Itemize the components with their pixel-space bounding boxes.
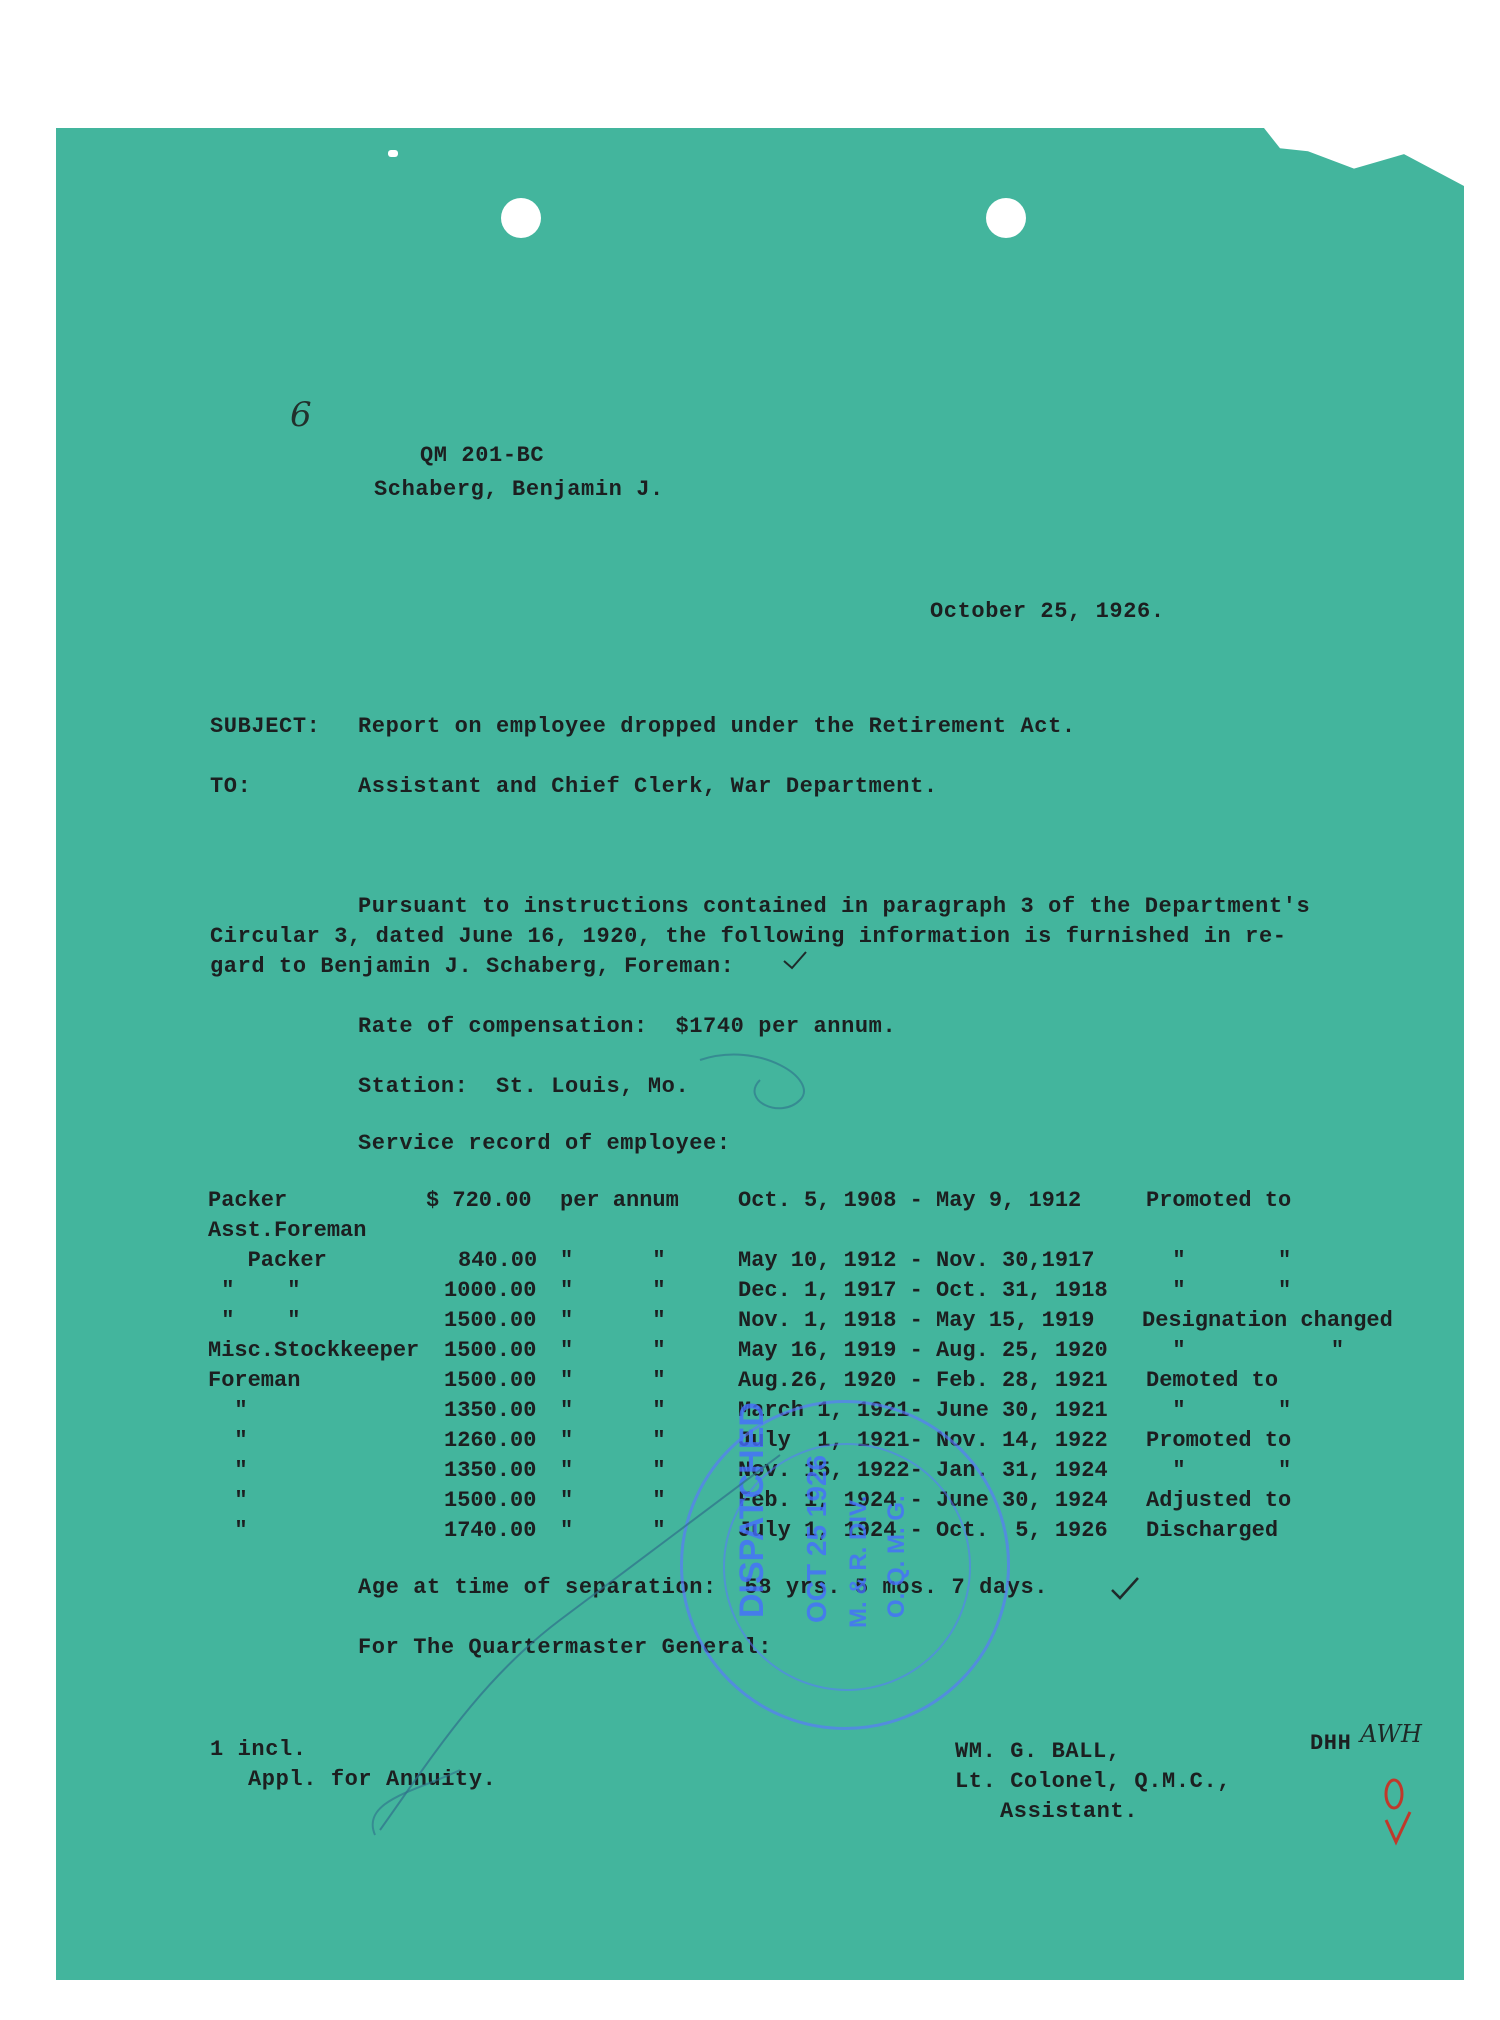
row-period: Dec. 1, 1917 - Oct. 31, 1918 — [738, 1278, 1108, 1303]
row-rate: 1740.00 — [444, 1518, 537, 1543]
row-period: May 10, 1912 - Nov. 30,1917 — [738, 1248, 1095, 1273]
enclosure-count: 1 incl. — [210, 1737, 307, 1762]
row-rate: 1260.00 — [444, 1428, 537, 1453]
checkmark-icon — [1112, 1578, 1138, 1598]
typed-initials: DHH — [1310, 1731, 1352, 1756]
row-rate: 840.00 — [458, 1248, 538, 1273]
row-action: Demoted to — [1146, 1368, 1279, 1393]
stamp-text-division: M. & R. DIV. — [845, 1495, 872, 1628]
row-unit: " " — [560, 1398, 666, 1423]
paragraph-line-2: Circular 3, dated June 16, 1920, the following information is furnished in re- — [210, 924, 1287, 949]
row-period: Feb. 1, 1924 - June 30, 1924 — [738, 1488, 1108, 1513]
row-action: Promoted to — [1146, 1188, 1292, 1213]
row-period: Oct. 5, 1908 - May 9, 1912 — [738, 1188, 1082, 1213]
row-action: " " — [1146, 1248, 1292, 1273]
to-label: TO: — [210, 774, 252, 799]
service-record-header: Service record of employee: — [358, 1131, 731, 1156]
row-title: Misc.Stockkeeper — [208, 1338, 420, 1363]
row-unit: " " — [560, 1518, 666, 1543]
row-action: Promoted to — [1146, 1428, 1292, 1453]
row-action: Discharged — [1146, 1518, 1279, 1543]
stamp-text-office: O. Q. M. G. — [883, 1495, 910, 1618]
red-circle-mark — [1386, 1780, 1402, 1808]
row-title: " — [208, 1398, 248, 1423]
row-period: Nov. 1, 1918 - May 15, 1919 — [738, 1308, 1095, 1333]
row-action: Designation changed — [1142, 1308, 1393, 1333]
checkmark-icon — [784, 952, 806, 968]
station: Station: St. Louis, Mo. — [358, 1074, 690, 1099]
row-rate: 1500.00 — [444, 1338, 537, 1363]
pen-stroke-scribble — [700, 1055, 804, 1109]
paragraph-line-3: gard to Benjamin J. Schaberg, Foreman: — [210, 954, 735, 979]
row-unit: " " — [560, 1428, 666, 1453]
rate-of-compensation: Rate of compensation: $1740 per annum. — [358, 1014, 897, 1039]
row-title: Asst.Foreman — [208, 1218, 367, 1243]
row-period: March 1, 1921- June 30, 1921 — [738, 1398, 1108, 1423]
handwritten-number: 6 — [290, 395, 312, 435]
row-unit: " " — [560, 1248, 666, 1273]
row-title: Packer — [208, 1188, 288, 1213]
row-rate: $ 720.00 — [426, 1188, 532, 1213]
row-rate: 1350.00 — [444, 1398, 537, 1423]
row-period: July 1, 1924 - Oct. 5, 1926 — [738, 1518, 1108, 1543]
row-action: " " — [1146, 1398, 1292, 1423]
row-unit: " " — [560, 1308, 666, 1333]
row-title: Packer — [208, 1248, 327, 1273]
row-action: " " — [1146, 1458, 1292, 1483]
row-title: " — [208, 1518, 248, 1543]
row-title: " " — [208, 1278, 301, 1303]
stamp-text-date: OCT 25 1926 — [801, 1454, 832, 1623]
file-name: Schaberg, Benjamin J. — [374, 477, 664, 502]
row-rate: 1500.00 — [444, 1308, 537, 1333]
handwritten-initials: AWH — [1360, 1720, 1422, 1748]
row-action: " " — [1146, 1338, 1345, 1363]
row-rate: 1500.00 — [444, 1368, 537, 1393]
row-title: " " — [208, 1308, 301, 1333]
row-title: " — [208, 1428, 248, 1453]
row-unit: " " — [560, 1278, 666, 1303]
row-unit: " " — [560, 1458, 666, 1483]
age-at-separation: Age at time of separation: 58 yrs. 5 mos. 7 days. — [358, 1575, 1049, 1600]
red-checkmark-icon — [1386, 1812, 1410, 1842]
for-quartermaster-general: For The Quartermaster General: — [358, 1635, 773, 1660]
row-period: July 1, 1921- Nov. 14, 1922 — [738, 1428, 1108, 1453]
row-action: " " — [1146, 1278, 1292, 1303]
subject-text: Report on employee dropped under the Retirement Act. — [358, 714, 1076, 739]
subject-label: SUBJECT: — [210, 714, 321, 739]
row-title: Foreman — [208, 1368, 301, 1393]
row-title: " — [208, 1488, 248, 1513]
row-unit: per annum — [560, 1188, 679, 1213]
row-title: " — [208, 1458, 248, 1483]
row-rate: 1000.00 — [444, 1278, 537, 1303]
file-reference: QM 201-BC — [420, 443, 545, 468]
row-action: Adjusted to — [1146, 1488, 1292, 1513]
paragraph-line-1: Pursuant to instructions contained in paragraph 3 of the Department's — [358, 894, 1311, 919]
stamp-text-dispatched: DISPATCHED — [733, 1402, 771, 1618]
signer-role: Assistant. — [1000, 1799, 1139, 1824]
row-rate: 1350.00 — [444, 1458, 537, 1483]
row-unit: " " — [560, 1488, 666, 1513]
row-period: Aug.26, 1920 - Feb. 28, 1921 — [738, 1368, 1108, 1393]
row-unit: " " — [560, 1338, 666, 1363]
row-period: Nov. 15, 1922- Jan. 31, 1924 — [738, 1458, 1108, 1483]
enclosure-item: Appl. for Annuity. — [248, 1767, 497, 1792]
letter-date: October 25, 1926. — [930, 599, 1165, 624]
signer-name: WM. G. BALL, — [955, 1739, 1121, 1764]
to-text: Assistant and Chief Clerk, War Department. — [358, 774, 938, 799]
row-unit: " " — [560, 1368, 666, 1393]
pen-stroke-line — [380, 1455, 780, 1830]
row-rate: 1500.00 — [444, 1488, 537, 1513]
row-period: May 16, 1919 - Aug. 25, 1920 — [738, 1338, 1108, 1363]
signer-title: Lt. Colonel, Q.M.C., — [955, 1769, 1232, 1794]
